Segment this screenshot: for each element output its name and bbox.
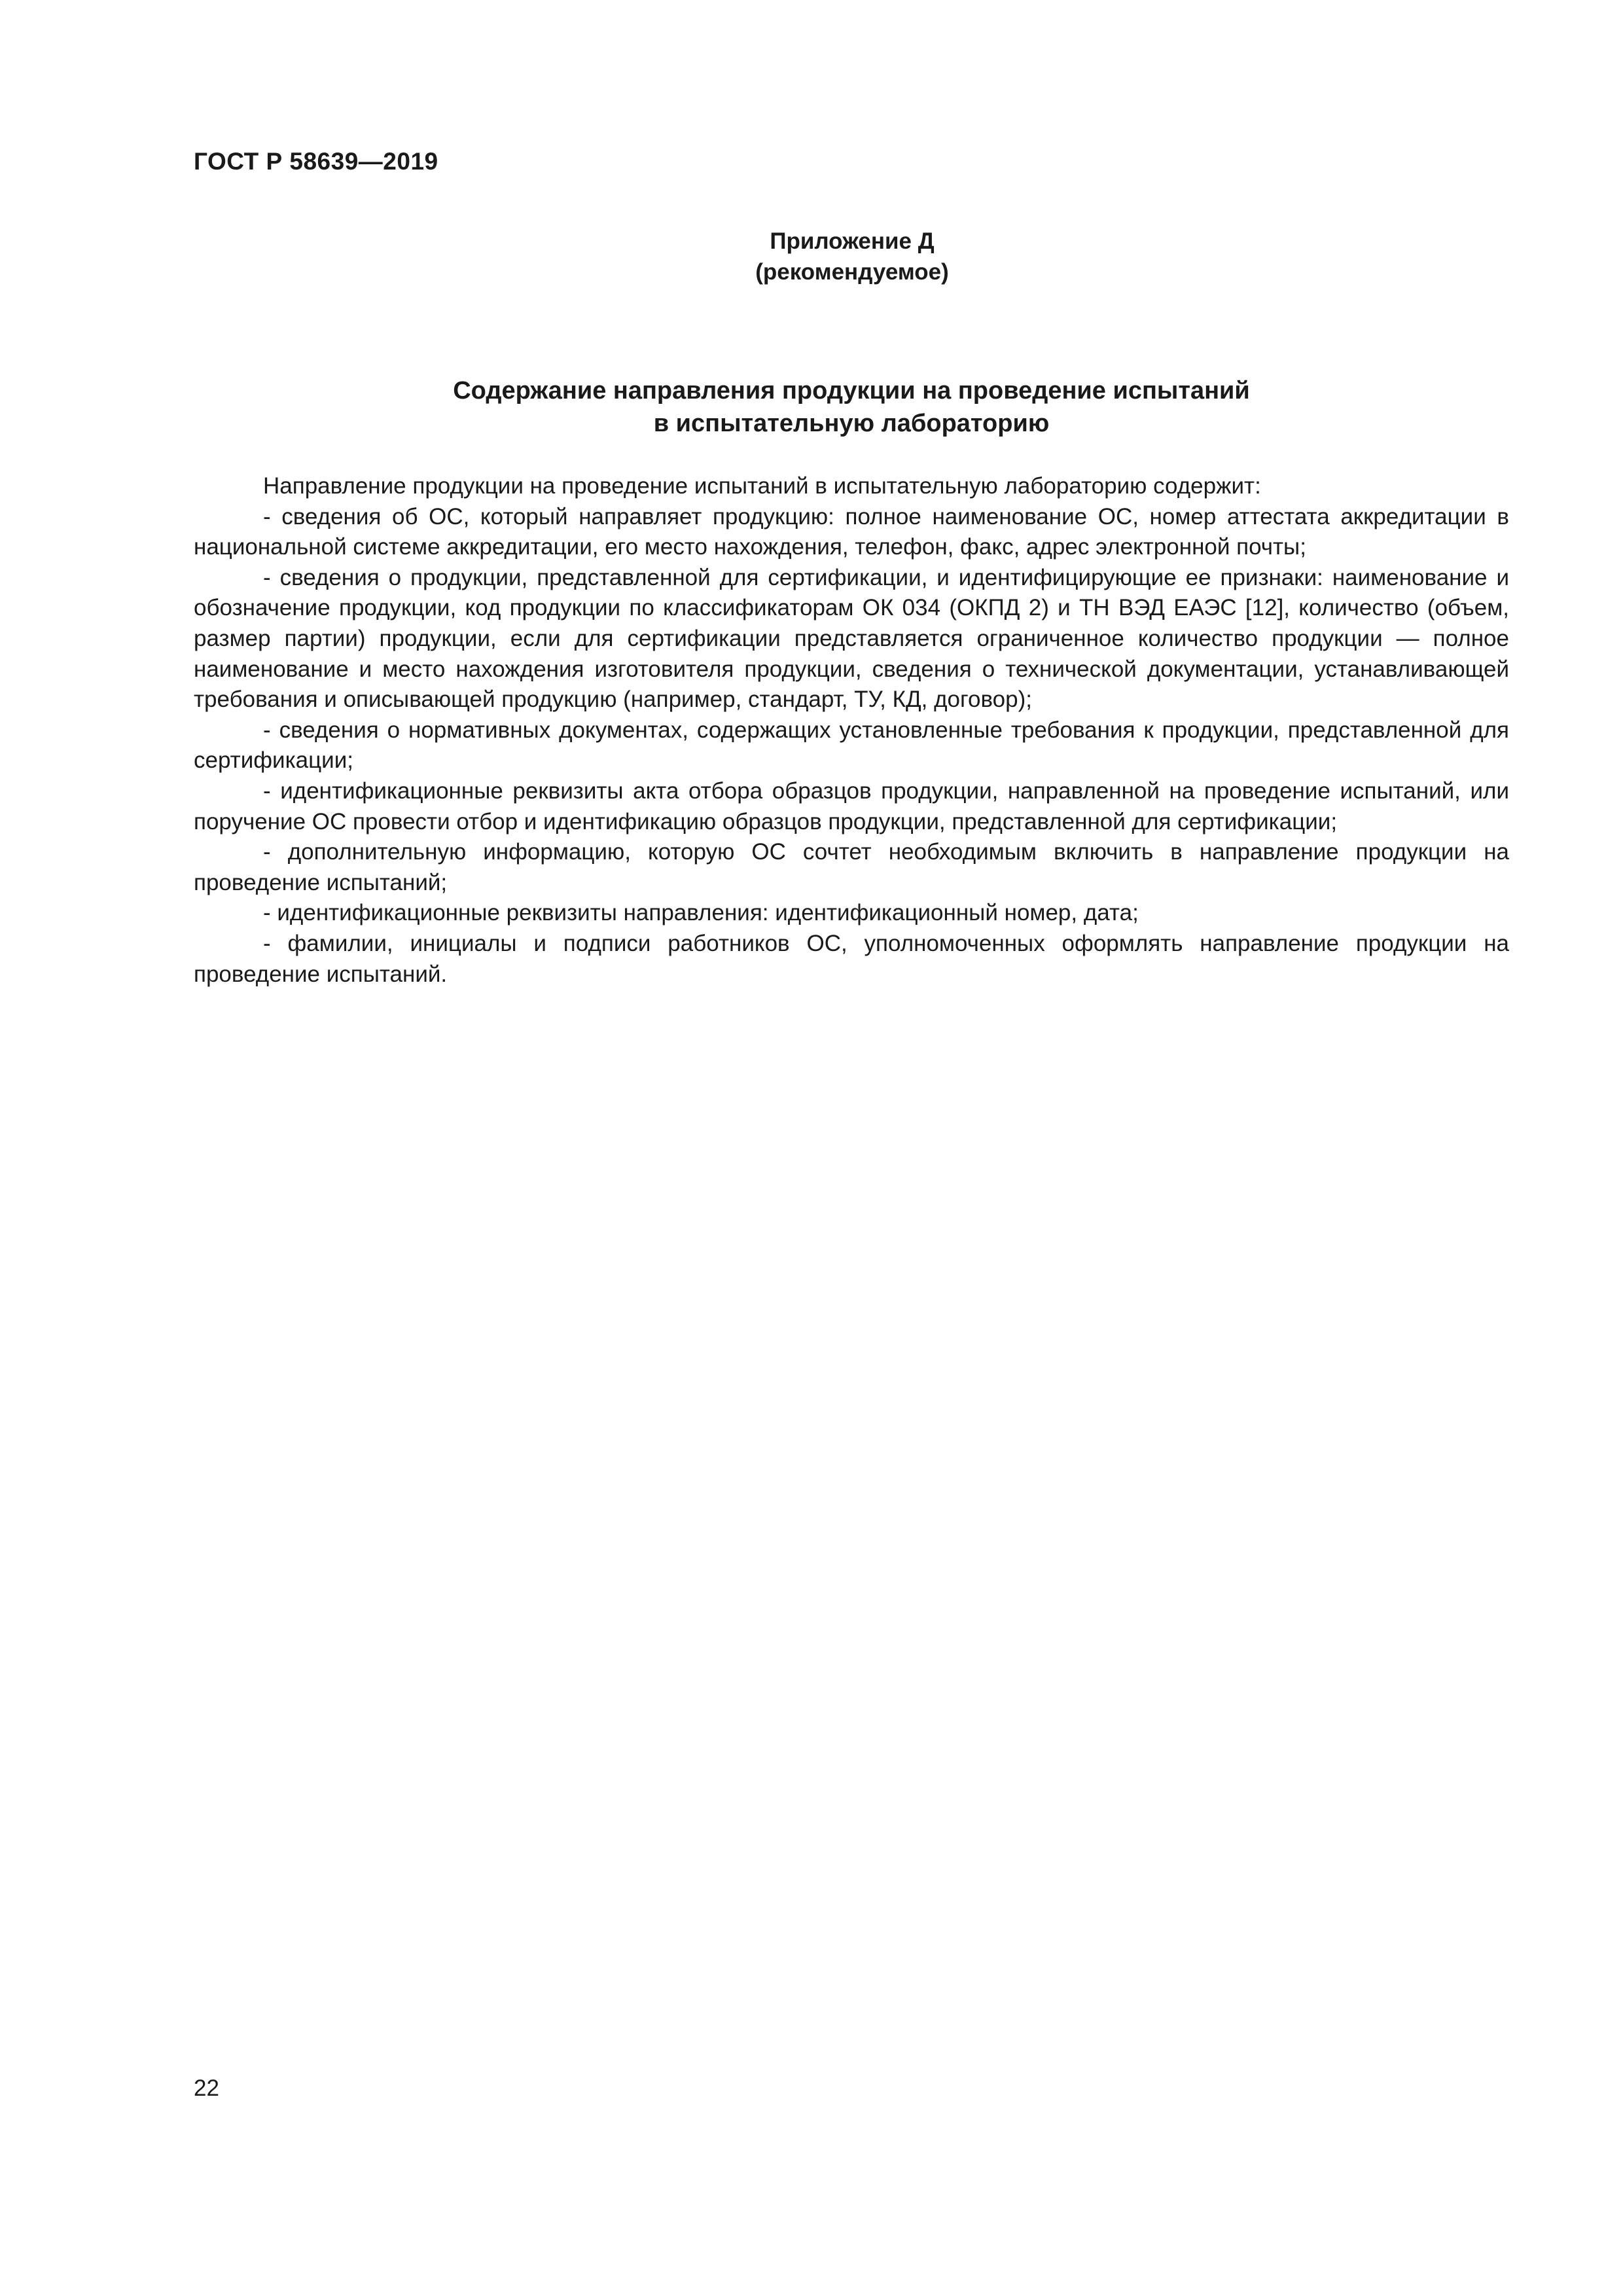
body-paragraph-item: - сведения о нормативных документах, содержащих установленные требования к продукции, представленной для сертификации; bbox=[194, 717, 1509, 774]
annex-status: (рекомендуемое) bbox=[755, 259, 949, 285]
standard-code-header: ГОСТ Р 58639—2019 bbox=[194, 148, 438, 175]
body-paragraph-item: - сведения о продукции, представленной для сертификации, и идентифицирующие ее признаки: наименование и обозначение продукции, код продукции по классификаторам ОК 034 (ОКПД 2) и ТН ВЭД ЕАЭС [12], количество (объем, размер партии) продукции, если для сертификации представляется ограниченное количество продукции — полное наименование и место нахождения изготовителя продукции, сведения о технической документации, устанавливающей требования и описывающей продукцию (например, стандарт, ТУ, КД, договор); bbox=[194, 564, 1509, 713]
section-title-line-2: в испытательную лабораторию bbox=[653, 410, 1050, 437]
body-paragraph-item: - сведения об ОС, который направляет продукцию: полное наименование ОС, номер аттестата аккредитации в национальной системе аккредитации, его место нахождения, телефон, факс, адрес электронной почты; bbox=[194, 503, 1509, 560]
body-paragraph-item: - идентификационные реквизиты акта отбора образцов продукции, направленной на проведение испытаний, или поручение ОС провести отбор и идентификацию образцов продукции, представленной для сертификации; bbox=[194, 778, 1509, 834]
body-paragraph-item: - идентификационные реквизиты направления: идентификационный номер, дата; bbox=[263, 900, 1139, 926]
body-text bbox=[194, 471, 1509, 990]
annex-title: Приложение Д bbox=[770, 228, 935, 254]
body-paragraph-item: - дополнительную информацию, которую ОС сочтет необходимым включить в направление продукции на проведение испытаний; bbox=[194, 839, 1509, 895]
section-title-line-1: Содержание направления продукции на проведение испытаний bbox=[453, 377, 1250, 404]
page-number: 22 bbox=[194, 2075, 219, 2101]
body-paragraph-item: - фамилии, инициалы и подписи работников ОС, уполномоченных оформлять направление продукции на проведение испытаний. bbox=[194, 930, 1509, 987]
body-paragraph-intro: Направление продукции на проведение испытаний в испытательную лабораторию содержит: bbox=[263, 473, 1261, 499]
